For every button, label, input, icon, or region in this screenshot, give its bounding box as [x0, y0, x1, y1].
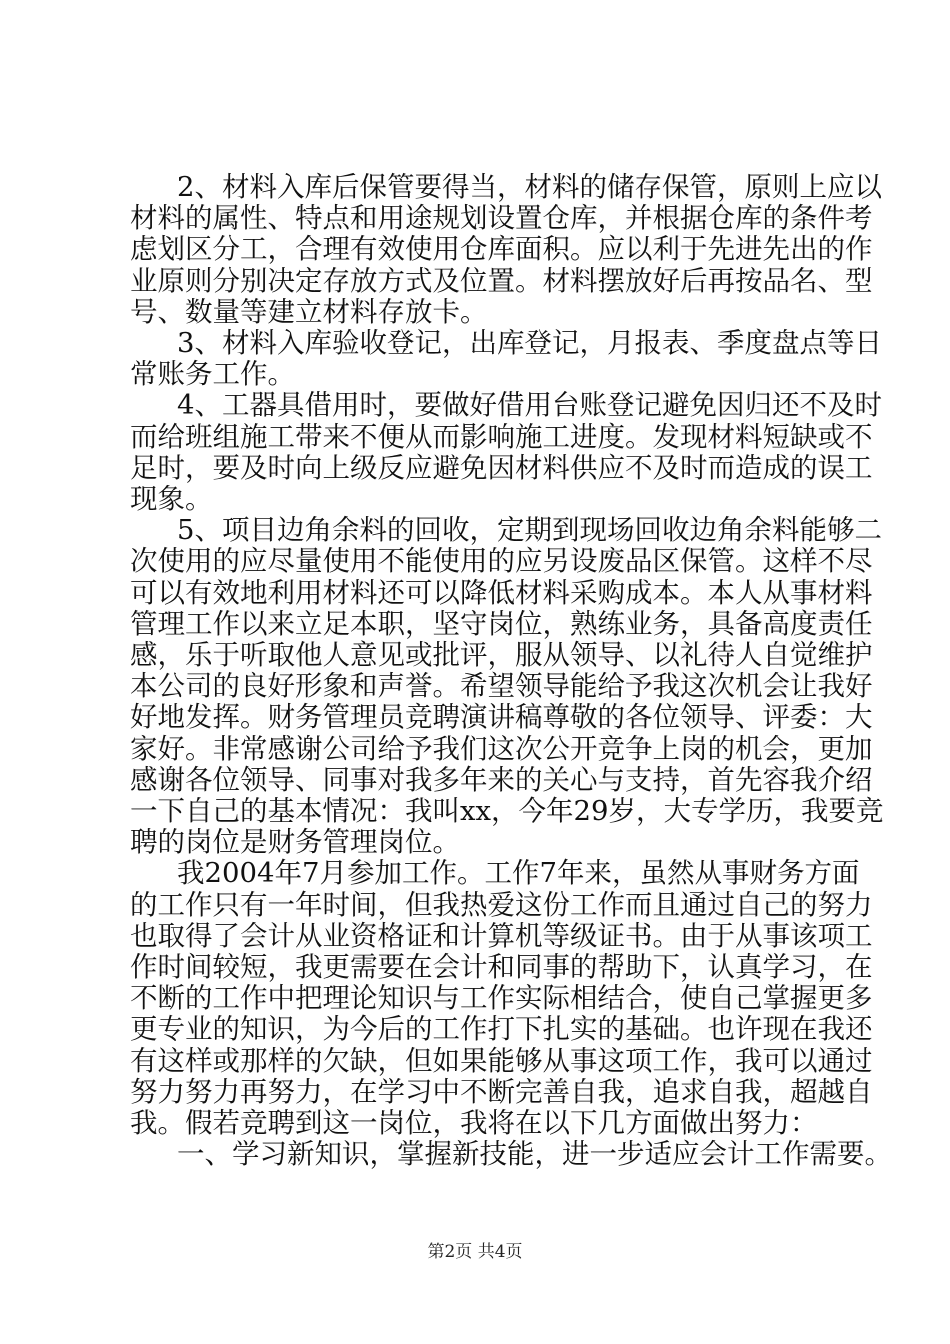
text-line: 现象。 [130, 483, 213, 515]
text-line: 次使用的应尽量使用不能使用的应另设废品区保管。这样不尽 [130, 545, 873, 578]
page-footer: 第2页 共4页 [427, 1242, 523, 1262]
text-line: 业原则分别决定存放方式及位置。材料摆放好后再按品名、型 [130, 264, 873, 297]
text-line: 不断的工作中把理论知识与工作实际相结合，使自己掌握更多 [130, 982, 873, 1015]
text-line: 足时，要及时向上级反应避免因材料供应不及时而造成的误工 [130, 451, 873, 484]
text-line: 5、项目边角余料的回收，定期到现场回收边角余料能够二 [177, 514, 882, 547]
text-line: 一、学习新知识，掌握新技能，进一步适应会计工作需要。 [177, 1138, 892, 1171]
text-line: 而给班组施工带来不便从而影响施工进度。发现材料短缺或不 [130, 420, 873, 453]
text-line: 感，乐于听取他人意见或批评，服从领导、以礼待人自觉维护 [130, 639, 873, 671]
text-line: 聘的岗位是财务管理岗位。 [130, 826, 460, 859]
text-line: 一下自己的基本情况：我叫xx，今年29岁，大专学历，我要竞 [130, 795, 884, 827]
text-line: 感谢各位领导、同事对我多年来的关心与支持，首先容我介绍 [130, 763, 873, 796]
text-line: 管理工作以来立足本职，坚守岗位，熟练业务，具备高度责任 [130, 607, 873, 640]
text-line: 4、工器具借用时，要做好借用台账登记避免因归还不及时 [177, 389, 882, 422]
text-line: 的工作只有一年时间，但我热爱这份工作而且通过自己的努力 [130, 888, 873, 921]
text-line: 号、数量等建立材料存放卡。 [130, 295, 488, 328]
text-line: 材料的属性、特点和用途规划设置仓库，并根据仓库的条件考 [130, 202, 873, 235]
text-line: 2、材料入库后保管要得当，材料的储存保管，原则上应以 [177, 171, 882, 203]
text-line: 常账务工作。 [130, 358, 295, 391]
text-line: 虑划区分工，合理有效使用仓库面积。应以利于先进先出的作 [130, 233, 873, 266]
text-line: 3、材料入库验收登记，出库登记，月报表、季度盘点等日 [177, 327, 882, 359]
text-line: 本公司的良好形象和声誉。希望领导能给予我这次机会让我好 [130, 670, 873, 703]
text-line: 我。假若竞聘到这一岗位，我将在以下几方面做出努力： [130, 1107, 818, 1139]
text-line: 我2004年7月参加工作。工作7年来，虽然从事财务方面 [177, 857, 860, 890]
text-line: 也取得了会计从业资格证和计算机等级证书。由于从事该项工 [130, 919, 873, 952]
text-line: 家好。非常感谢公司给予我们这次公开竞争上岗的机会，更加 [130, 732, 873, 765]
text-line: 更专业的知识，为今后的工作打下扎实的基础。也许现在我还 [130, 1013, 873, 1046]
text-line: 作时间较短，我更需要在会计和同事的帮助下，认真学习，在 [130, 951, 873, 983]
text-line: 努力努力再努力，在学习中不断完善自我，追求自我，超越自 [130, 1075, 873, 1108]
text-line: 好地发挥。财务管理员竞聘演讲稿尊敬的各位领导、评委：大 [130, 701, 873, 734]
text-line: 可以有效地利用材料还可以降低材料采购成本。本人从事材料 [130, 576, 873, 609]
text-line: 有这样或那样的欠缺，但如果能够从事这项工作，我可以通过 [130, 1044, 873, 1077]
